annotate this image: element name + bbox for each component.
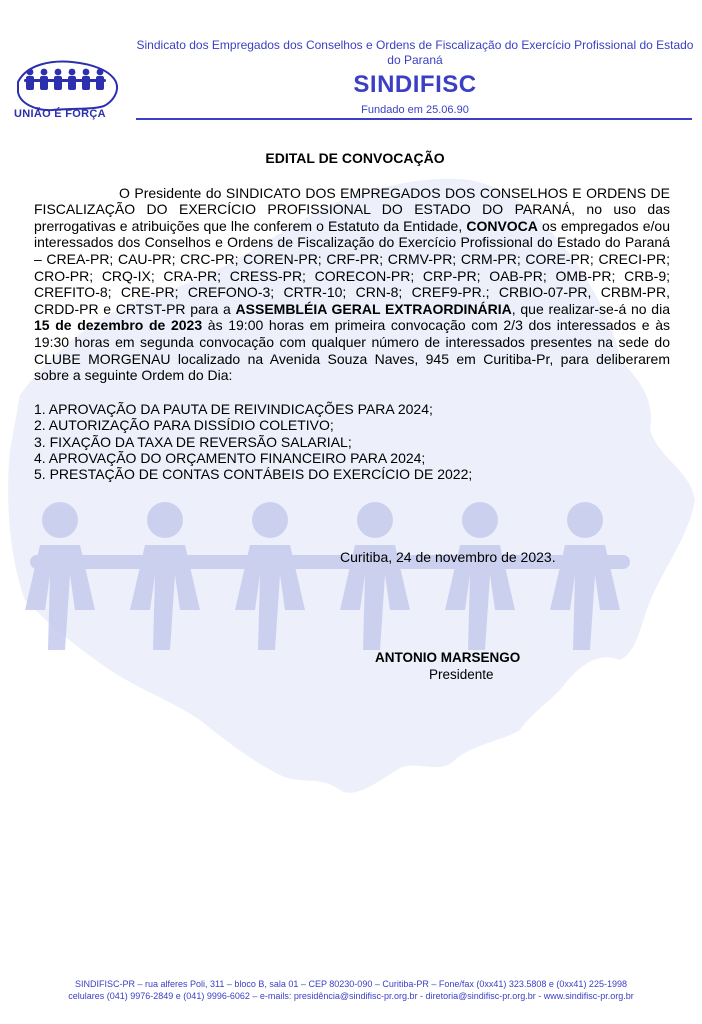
founded-date: Fundado em 25.06.90 [361, 104, 469, 116]
signatory-role: Presidente [429, 667, 494, 682]
paragraph-text: os empregados e/ou interessados dos Conselhos e Ordens de Fiscalização do Exercício Profissional do Estado do Paraná – CREA-PR; CAU-PR; CRC-PR; COREN-PR; CRF-PR; CRMV-PR; CRM-PR; CORE-PR; CRECI-PR; CRO-PR; CRQ-IX; CRA-PR; CRESS-PR; CORECON-PR; CRP-PR; OAB-PR; OMB-PR; CRB-9; CREFITO-8; CRE-PR; CREFONO-3; CRTR-10; CRN-8; CREF9-PR.; CRBIO-07-PR, CRBM-PR, CRDD-PR e CRTST-PR para a [34, 217, 671, 317]
paragraph-text: às 19:00 horas em primeira convocação com 2/3 dos interessados e às 19:30 horas em segunda convocação com qualquer número de interessados presentes na sede do CLUBE MORGENAU localizado na Avenida Souza Naves, 945 em Curitiba-Pr, para deliberarem sobre a seguinte Ordem do Dia: [34, 317, 670, 384]
logo-caption: UNIÃO É FORÇA [14, 108, 106, 120]
convocation-paragraph [34, 185, 670, 384]
document-body [34, 150, 670, 483]
agenda-list [34, 401, 670, 483]
organization-acronym: SINDIFISC [353, 71, 477, 98]
letterhead [0, 0, 702, 125]
agenda-item: 1. APROVAÇÃO DA PAUTA DE REIVINDICAÇÕES PARA 2024; [34, 400, 433, 417]
organization-name: Sindicato dos Empregados dos Conselhos e Ordens de Fiscalização do Exercício Profissional do Estado do Paraná [136, 38, 694, 67]
paragraph-bold-text: 15 de dezembro de 2023 [34, 317, 203, 334]
place-and-date: Curitiba, 24 de novembro de 2023. [340, 549, 556, 565]
agenda-item: 5. PRESTAÇÃO DE CONTAS CONTÁBEIS DO EXERCÍCIO DE 2022; [34, 466, 473, 483]
document-title: EDITAL DE CONVOCAÇÃO [265, 150, 445, 166]
footer-address: SINDIFISC-PR – rua alferes Poli, 311 – bloco B, sala 01 – CEP 80230-090 – Curitiba-PR – Fone/fax (0xx41) 323.5808 e (0xx41) 225-1998 [75, 979, 627, 989]
letterhead-footer [0, 978, 702, 1002]
agenda-item: 2. AUTORIZAÇÃO PARA DISSÍDIO COLETIVO; [34, 417, 334, 434]
header-divider [136, 118, 692, 120]
signatory-name: ANTONIO MARSENGO [375, 650, 521, 665]
footer-contacts: celulares (041) 9976-2849 e (041) 9996-6062 – e-mails: presidência@sindifisc-pr.org.br - diretoria@sindifisc-pr.org.br - www.sindifisc-pr.org.br [68, 991, 634, 1001]
paragraph-bold-text: ASSEMBLÉIA GERAL EXTRAORDINÁRIA [235, 300, 512, 317]
agenda-item: 4. APROVAÇÃO DO ORÇAMENTO FINANCEIRO PARA 2024; [34, 449, 426, 466]
paragraph-text: , que realizar-se-á no dia [511, 300, 670, 317]
paragraph-bold-text: CONVOCA [466, 217, 538, 234]
paragraph-text: O Presidente do SINDICATO DOS EMPREGADOS DOS CONSELHOS E ORDENS DE FISCALIZAÇÃO DO EXERCÍCIO PROFISSIONAL DO ESTADO DO PARANÁ, no uso das prerrogativas e atribuições que lhe conferem o Estatuto da Entidade, [34, 184, 670, 234]
agenda-item: 3. FIXAÇÃO DA TAXA DE REVERSÃO SALARIAL; [34, 433, 352, 450]
